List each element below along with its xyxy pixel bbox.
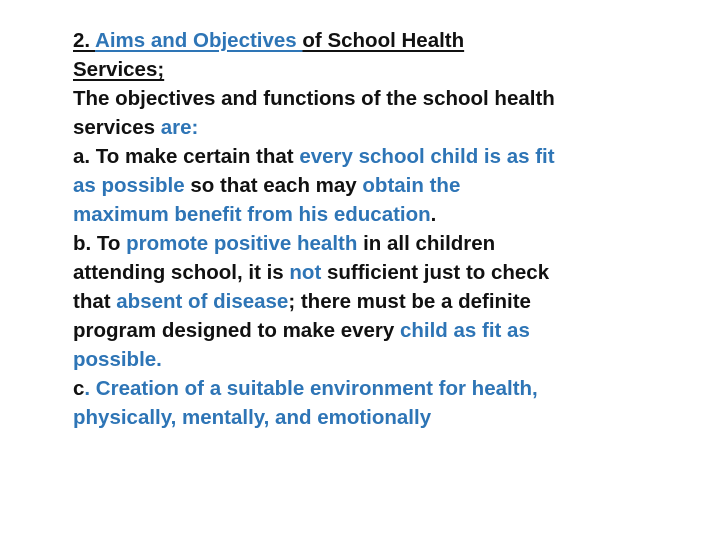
body-line [73,142,693,171]
text-run: so that each may [190,174,363,197]
text-run: that [73,290,117,313]
slide-text-body [73,26,693,432]
text-run: The objectives and functions of the school health [73,87,555,110]
text-run: c [73,377,85,400]
text-run: . [430,203,437,226]
highlighted-text: physically, mentally, and emotionally [73,406,432,429]
highlighted-text: promote positive health [126,232,364,255]
highlighted-text: possible. [73,348,162,371]
highlighted-text: as possible [73,174,191,197]
highlighted-text: absent of disease [116,290,289,313]
highlighted-text: child as fit as [399,319,530,342]
body-line [73,403,693,432]
heading-line [73,26,693,55]
body-line [73,229,693,258]
body-line [73,258,693,287]
text-run: program designed to make every [73,319,400,342]
body-line [73,345,693,374]
body-line [73,113,693,142]
highlighted-text: Aims and Objectives [95,29,303,52]
text-run: services [73,116,161,139]
heading-line [73,55,693,84]
highlighted-text: . Creation of a suitable environment for health, [84,377,538,400]
highlighted-text: are: [160,116,199,139]
highlighted-text: obtain the [362,174,461,197]
highlighted-text: not [289,261,327,284]
body-line [73,171,693,200]
body-line [73,374,693,403]
text-run: a. To make certain that [73,145,300,168]
body-line [73,84,693,113]
highlighted-text: every school child is as fit [299,145,555,168]
text-run: of School Health [302,29,465,52]
text-run: sufficient just to check [326,261,550,284]
text-run: 2. [73,29,96,52]
text-run: attending school, it is [73,261,290,284]
body-line [73,200,693,229]
text-run: in all children [363,232,496,255]
body-line [73,287,693,316]
body-line [73,316,693,345]
text-run: b. To [73,232,127,255]
text-run: Services; [73,58,165,81]
highlighted-text: maximum benefit from his education [73,203,431,226]
text-run: ; there must be a definite [288,290,531,313]
